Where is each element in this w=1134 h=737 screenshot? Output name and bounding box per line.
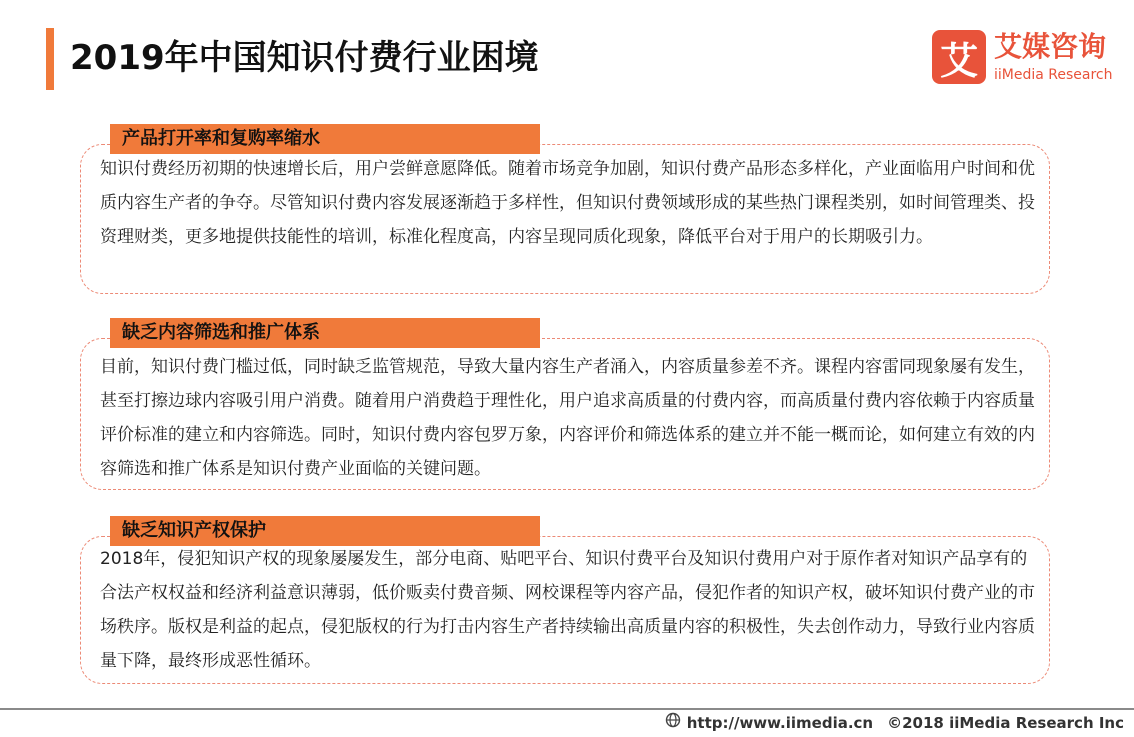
section-body-text: 目前，知识付费门槛过低，同时缺乏监管规范，导致大量内容生产者涌入，内容质量参差不齐。课程内容雷同现象屡有发生，甚至打擦边球内容吸引用户消费。随着用户消费趋于理性化，用户追求高质量的付费内容，而高质量付费内容依赖于内容质量评价标准的建立和内容筛选。同时，知识付费内容包罗万象，内容评价和筛选体系的建立并不能一概而论，如何建立有效的内容筛选和推广体系是知识付费产业面临的关键问题。 bbox=[100, 357, 1035, 479]
title-accent-bar bbox=[46, 28, 54, 90]
section-open-rate bbox=[80, 124, 1054, 294]
section-ip-protection bbox=[80, 516, 1054, 684]
footer-url[interactable]: http://www.iimedia.cn bbox=[686, 714, 874, 732]
globe-icon bbox=[665, 712, 681, 734]
section-body-text: 知识付费经历初期的快速增长后，用户尝鲜意愿降低。随着市场竞争加剧，知识付费产品形态多样化，产业面临用户时间和优质内容生产者的争夺。尽管知识付费内容发展逐渐趋于多样性，但知识付费领域形成的某些热门课程类别，如时间管理类、投资理财类，更多地提供技能性的培训，标准化程度高，内容呈现同质化现象，降低平台对于用户的长期吸引力。 bbox=[100, 159, 1035, 247]
footer-divider bbox=[0, 708, 1134, 710]
brand-logo bbox=[932, 30, 1122, 86]
section-heading: 缺乏知识产权保护 bbox=[122, 520, 266, 541]
logo-english-name: iiMedia Research bbox=[994, 67, 1113, 83]
section-heading: 缺乏内容筛选和推广体系 bbox=[122, 322, 320, 343]
section-content-screening bbox=[80, 318, 1054, 492]
footer-copyright: ©2018 iiMedia Research Inc bbox=[887, 714, 1124, 732]
logo-chinese-name: 艾媒咨询 bbox=[994, 30, 1107, 63]
page-title: 2019年中国知识付费行业困境 bbox=[70, 38, 539, 78]
section-heading-bar bbox=[110, 318, 540, 348]
section-heading: 产品打开率和复购率缩水 bbox=[122, 128, 320, 149]
footer bbox=[665, 712, 1124, 734]
logo-mark-icon: 艾 bbox=[932, 30, 986, 84]
section-heading-bar bbox=[110, 124, 540, 154]
section-body-text: 2018年，侵犯知识产权的现象屡屡发生，部分电商、贴吧平台、知识付费平台及知识付费用户对于原作者对知识产品享有的合法产权权益和经济利益意识薄弱，低价贩卖付费音频、网校课程等内容产品，侵犯作者的知识产权，破坏知识付费产业的市场秩序。版权是利益的起点，侵犯版权的行为打击内容生产者持续输出高质量内容的积极性，失去创作动力，导致行业内容质量下降，最终形成恶性循环。 bbox=[100, 549, 1035, 671]
